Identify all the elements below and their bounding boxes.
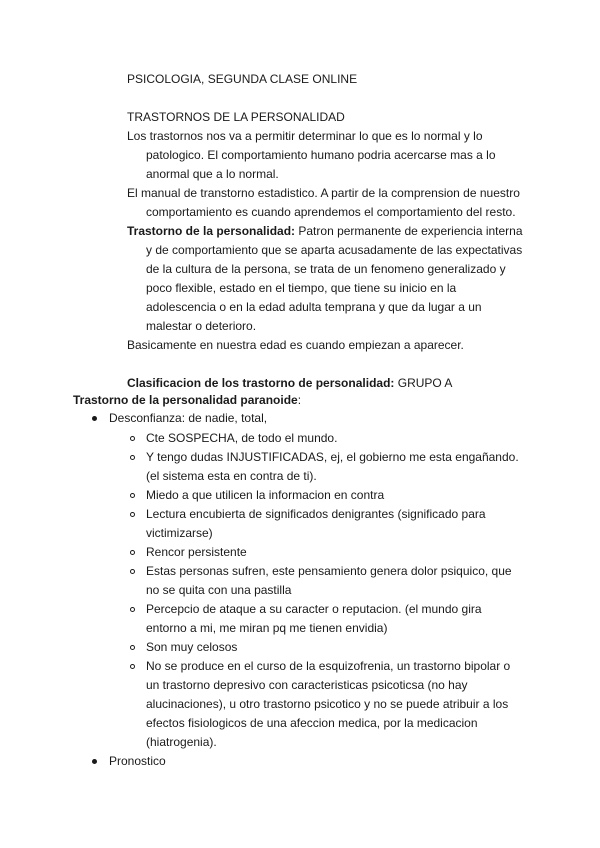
paragraph-line: adolescencia o en la edad adulta temprana y que da lugar a un <box>146 300 482 314</box>
paragraph-line: de la cultura de la persona, se trata de un fenomeno generalizado y <box>146 262 506 276</box>
sub-item-line: alucinaciones), u otro trastorno psicotico y no se puede atribuir a los <box>146 697 509 711</box>
paragraph-line: malestar o deterioro. <box>146 319 257 333</box>
sub-bullet-circle <box>130 512 135 517</box>
section-heading: TRASTORNOS DE LA PERSONALIDAD <box>127 110 345 124</box>
paragraph-line: Los trastornos nos va a permitir determinar lo que es lo normal y lo <box>127 129 483 143</box>
sub-item-line: (hiatrogenia). <box>146 735 217 749</box>
sub-item-line: Lectura encubierta de significados denigrantes (significado para <box>146 507 486 521</box>
definition-text: Patron permanente de experiencia interna <box>295 224 523 238</box>
sub-item-line: Estas personas sufren, este pensamiento genera dolor psiquico, que <box>146 564 512 578</box>
document-title: PSICOLOGIA, SEGUNDA CLASE ONLINE <box>127 72 358 86</box>
sub-item-line: (el sistema esta en contra de ti). <box>146 469 317 483</box>
paranoid-heading <box>73 391 301 410</box>
sub-bullet-circle <box>130 493 135 498</box>
paragraph-line: El manual de transtorno estadistico. A partir de la comprension de nuestro <box>127 186 520 200</box>
sub-bullet-circle <box>130 436 135 441</box>
sub-item-line: No se produce en el curso de la esquizofrenia, un trastorno bipolar o <box>146 659 511 673</box>
paragraph-line: Basicamente en nuestra edad es cuando empiezan a aparecer. <box>127 338 464 352</box>
paragraph-line: comportamiento es cuando aprendemos el comportamiento del resto. <box>146 205 516 219</box>
paragraph-line: y de comportamiento que se aparta acusadamente de las expectativas <box>146 243 523 257</box>
sub-item-line: Percepcio de ataque a su caracter o reputacion. (el mundo gira <box>146 602 482 616</box>
sub-bullet-circle <box>130 569 135 574</box>
classification-bold: Clasificacion de los trastorno de personalidad: <box>127 376 395 390</box>
classification-group: GRUPO A <box>394 376 453 390</box>
sub-item-line: no se quita con una pastilla <box>146 583 292 597</box>
sub-item-line: efectos fisiologicos de una afeccion medica, por la medicacion <box>146 716 478 730</box>
sub-item-line: Son muy celosos <box>146 640 238 654</box>
sub-item-line: Cte SOSPECHA, de todo el mundo. <box>146 431 338 445</box>
sub-item-line: victimizarse) <box>146 526 213 540</box>
sub-bullet-circle <box>130 645 135 650</box>
bullet-item: Pronostico <box>109 754 166 768</box>
paranoid-colon: : <box>297 393 302 407</box>
sub-item-line: Rencor persistente <box>146 545 247 559</box>
sub-item-line: entorno a mi, me miran pq me tienen envidia) <box>146 621 388 635</box>
bullet-item: Desconfianza: de nadie, total, <box>109 411 268 425</box>
sub-item-line: Y tengo dudas INJUSTIFICADAS, ej, el gobierno me esta engañando. <box>146 450 519 464</box>
paranoid-bold: Trastorno de la personalidad paranoide <box>73 393 298 407</box>
sub-item-line: un trastorno depresivo con caracteristicas psicoticsa (no hay <box>146 678 468 692</box>
sub-item-line: Miedo a que utilicen la informacion en contra <box>146 488 385 502</box>
definition-line <box>127 222 523 241</box>
paragraph-line: poco flexible, estado en el tiempo, que tiene su inicio en la <box>146 281 457 295</box>
sub-bullet-circle <box>130 455 135 460</box>
sub-bullet-circle <box>130 664 135 669</box>
paragraph-line: patologico. El comportamiento humano podria acercarse mas a lo <box>146 148 496 162</box>
bullet-dot <box>92 759 97 764</box>
sub-bullet-circle <box>130 550 135 555</box>
definition-term: Trastorno de la personalidad: <box>127 224 296 238</box>
sub-bullet-circle <box>130 607 135 612</box>
bullet-dot <box>92 416 97 421</box>
paragraph-line: anormal que a lo normal. <box>146 167 279 181</box>
